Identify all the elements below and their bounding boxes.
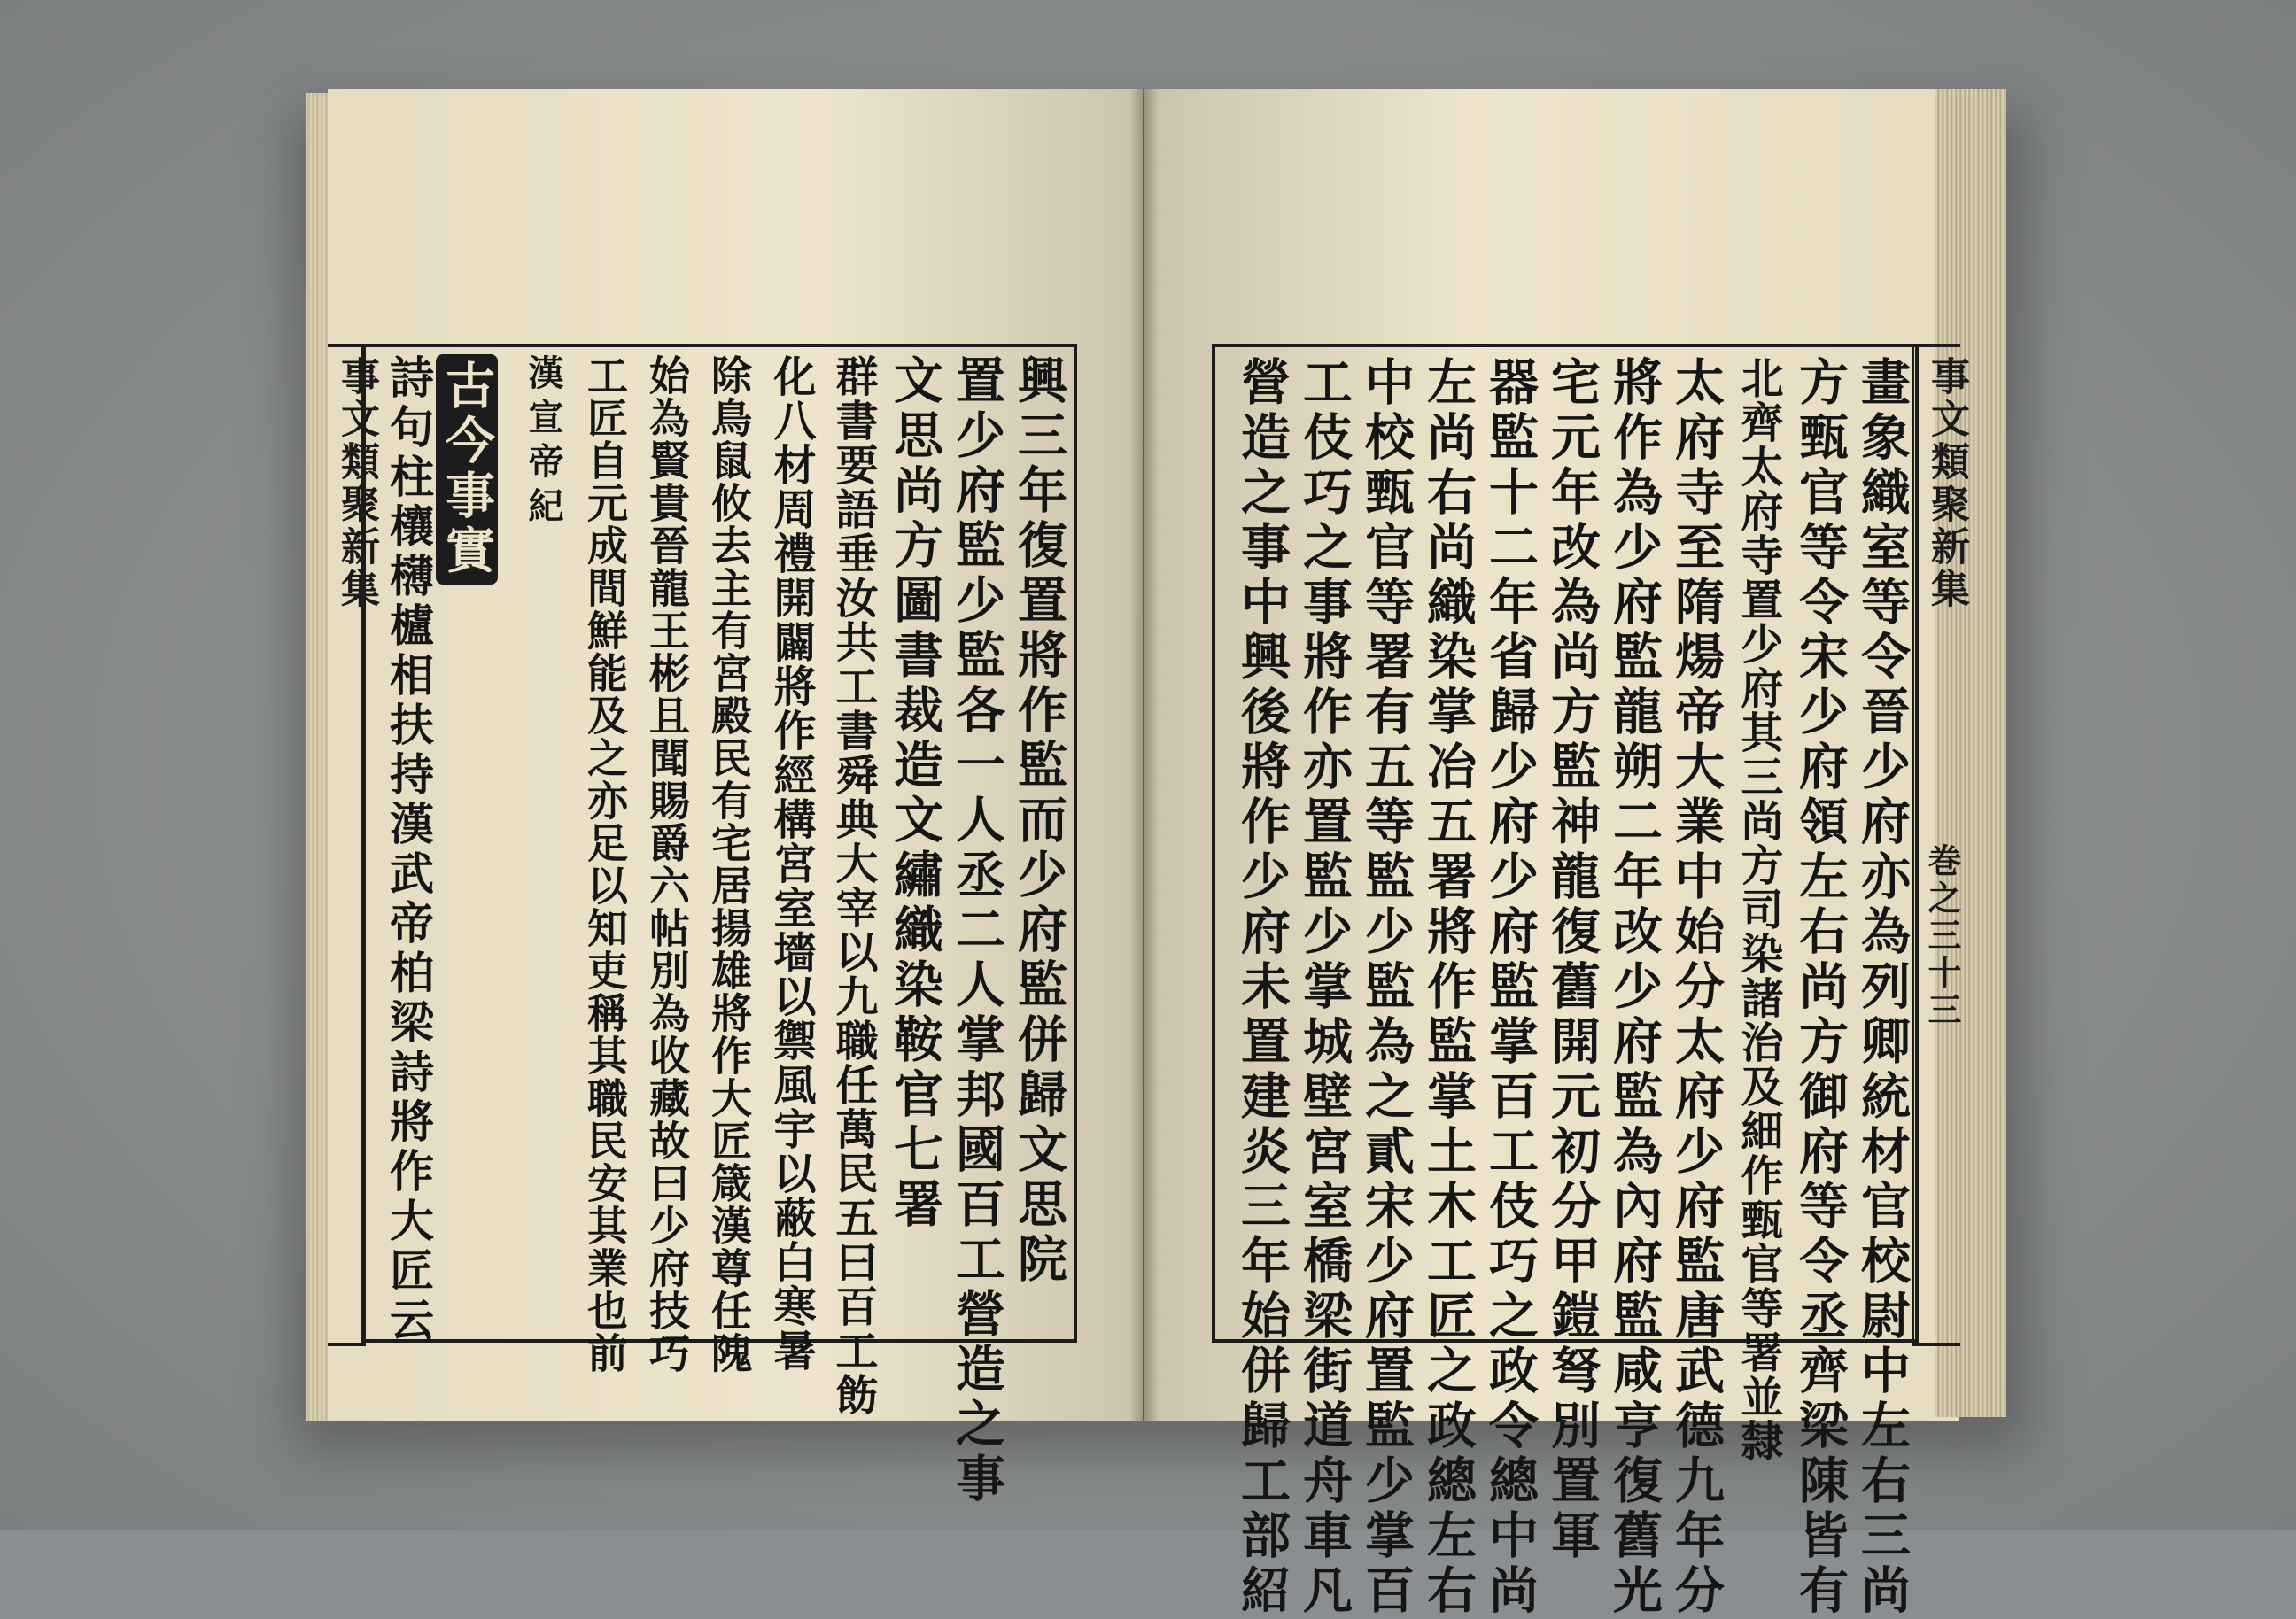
right-column-3: 北齊太府寺置少府其三尚方司染諸治及細作甄官等署並隸 xyxy=(1734,356,1783,1463)
right-column-9: 中校甄官等署有五等監少監為之貳宋少府置監少掌百 xyxy=(1357,356,1416,1619)
right-page-margin-column xyxy=(1912,344,1969,1346)
left-column-7: 始為賢貴晉龍王彬且聞賜爵六帖別為收藏故曰少府技巧 xyxy=(643,354,691,1375)
right-margin-volume: 巻之三十三 xyxy=(1922,843,1962,1029)
left-column-11: 詩句柱欀欂櫨相扶持漢武帝柏梁詩將作大匠云 xyxy=(383,354,435,1346)
left-page-text-frame xyxy=(361,344,1077,1507)
left-column-4: 群書要語垂汝共工書舜典大宰以九職任萬民五曰百工飭 xyxy=(828,354,878,1417)
left-column-6: 除鳥鼠攸去主有宮殿民有宅居揚雄將作大匠箴漢尊任隗 xyxy=(705,354,753,1375)
right-margin-title: 事文類聚新集 xyxy=(1924,356,1969,611)
section-heading-badge: 古今事實 xyxy=(436,354,498,585)
right-column-7: 器監十二年省歸少府少府監掌百工伎巧之政令總中尚 xyxy=(1481,356,1540,1619)
right-column-6: 宅元年改為尚方監神龍復舊開元初分甲鎧弩別置軍 xyxy=(1543,356,1602,1564)
right-column-11: 營造之事中興後將作少府未置建炎三年始併歸工部紹 xyxy=(1233,356,1292,1619)
right-column-1: 畫象織室等令晉少府亦為列卿統材官校尉中左右三尚 xyxy=(1853,356,1912,1619)
right-column-4: 太府寺至隋煬帝大業中始分太府少府監唐武德九年分 xyxy=(1667,356,1726,1619)
left-section-heading xyxy=(436,354,498,585)
right-page-text-frame xyxy=(1212,344,1919,1619)
left-page-margin-column xyxy=(328,344,379,1346)
left-margin-title: 事文類聚新集 xyxy=(334,356,379,611)
left-column-9: 漢宣帝紀 xyxy=(523,354,564,531)
left-column-5: 化八材周禮開闢將作經構宮室墻以禦風宇以蔽白寒暑 xyxy=(766,354,816,1373)
left-column-8: 工匠自元成間鮮能及之亦足以知吏稱其職民安其業也前 xyxy=(581,354,629,1375)
right-column-8: 左尚右尚織染掌冶五署將作監掌土木工匠之政總左右 xyxy=(1419,356,1478,1619)
left-column-2: 置少府監少監各一人丞二人掌邦國百工營造之事 xyxy=(948,354,1006,1507)
right-column-10: 工伎巧之事將作亦置監少掌城壁宮室橋梁街道舟車凡 xyxy=(1295,356,1354,1619)
right-column-2: 方甄官等令宋少府領左右尚方御府等令丞齊梁陳皆有 xyxy=(1791,356,1850,1619)
left-column-1: 興三年復置將作監而少府監併歸文思院 xyxy=(1010,354,1068,1288)
left-column-3: 文思尚方圖書裁造文繡織染鞍官七署 xyxy=(886,354,944,1233)
right-column-5: 將作為少府監龍朔二年改少府監為內府監咸亨復舊光 xyxy=(1605,356,1664,1619)
book-gutter xyxy=(1129,89,1160,1421)
